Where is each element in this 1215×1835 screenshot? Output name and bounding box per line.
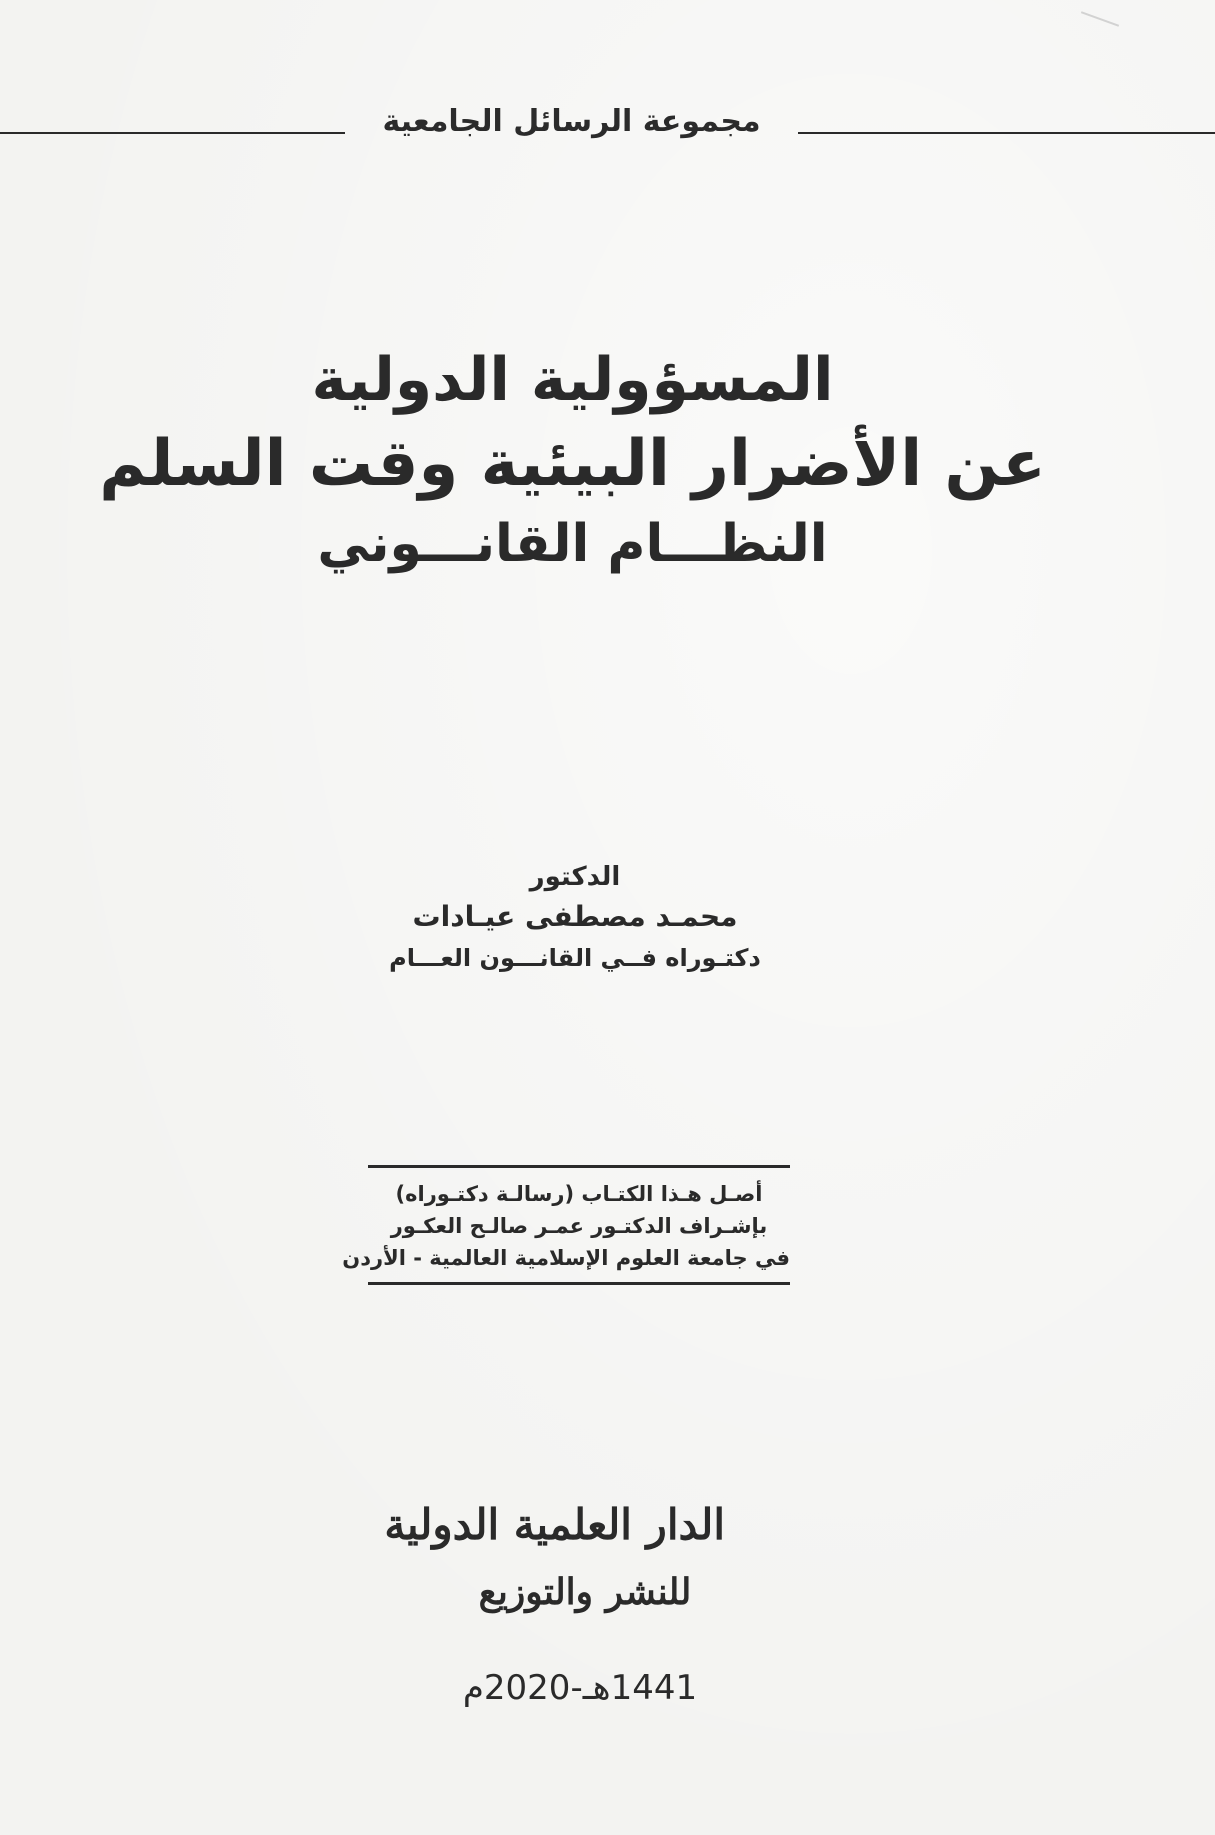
book-title-line-1: المسؤولية الدولية (311, 345, 834, 415)
thesis-note-line-3: في جامعة العلوم الإسلامية العالمية - الأردن (342, 1246, 790, 1270)
author-name: محمـد مصطفى عيـادات (412, 900, 738, 933)
book-title (80, 338, 1065, 582)
author-label: الدكتور (529, 862, 621, 892)
publisher-logo (384, 1490, 725, 1624)
book-title-line-2: عن الأضرار البيئية وقت السلم (99, 427, 1046, 501)
series-title: مجموعة الرسائل الجامعية (382, 104, 761, 139)
publisher-subtitle: للنشر والتوزيع (478, 1571, 692, 1613)
publisher-name: الدار العلمية الدولية (384, 1500, 725, 1549)
thesis-note-box (342, 1165, 790, 1285)
scan-mark (1081, 11, 1119, 27)
author-degree: دكتـوراه فــي القانـــون العـــام (389, 944, 761, 972)
thesis-note-line-1: أصـل هـذا الكتـاب (رسالـة دكتـوراه) (395, 1182, 763, 1206)
book-subtitle: النظـــام القانـــوني (317, 514, 828, 574)
series-rule-right (798, 132, 1215, 134)
publication-year: 1441هـ-2020م (462, 1668, 698, 1708)
author-block (380, 858, 770, 978)
series-rule-left (0, 132, 345, 134)
thesis-note-line-2: بإشـراف الدكتـور عمـر صالـح العكـور (390, 1214, 768, 1238)
